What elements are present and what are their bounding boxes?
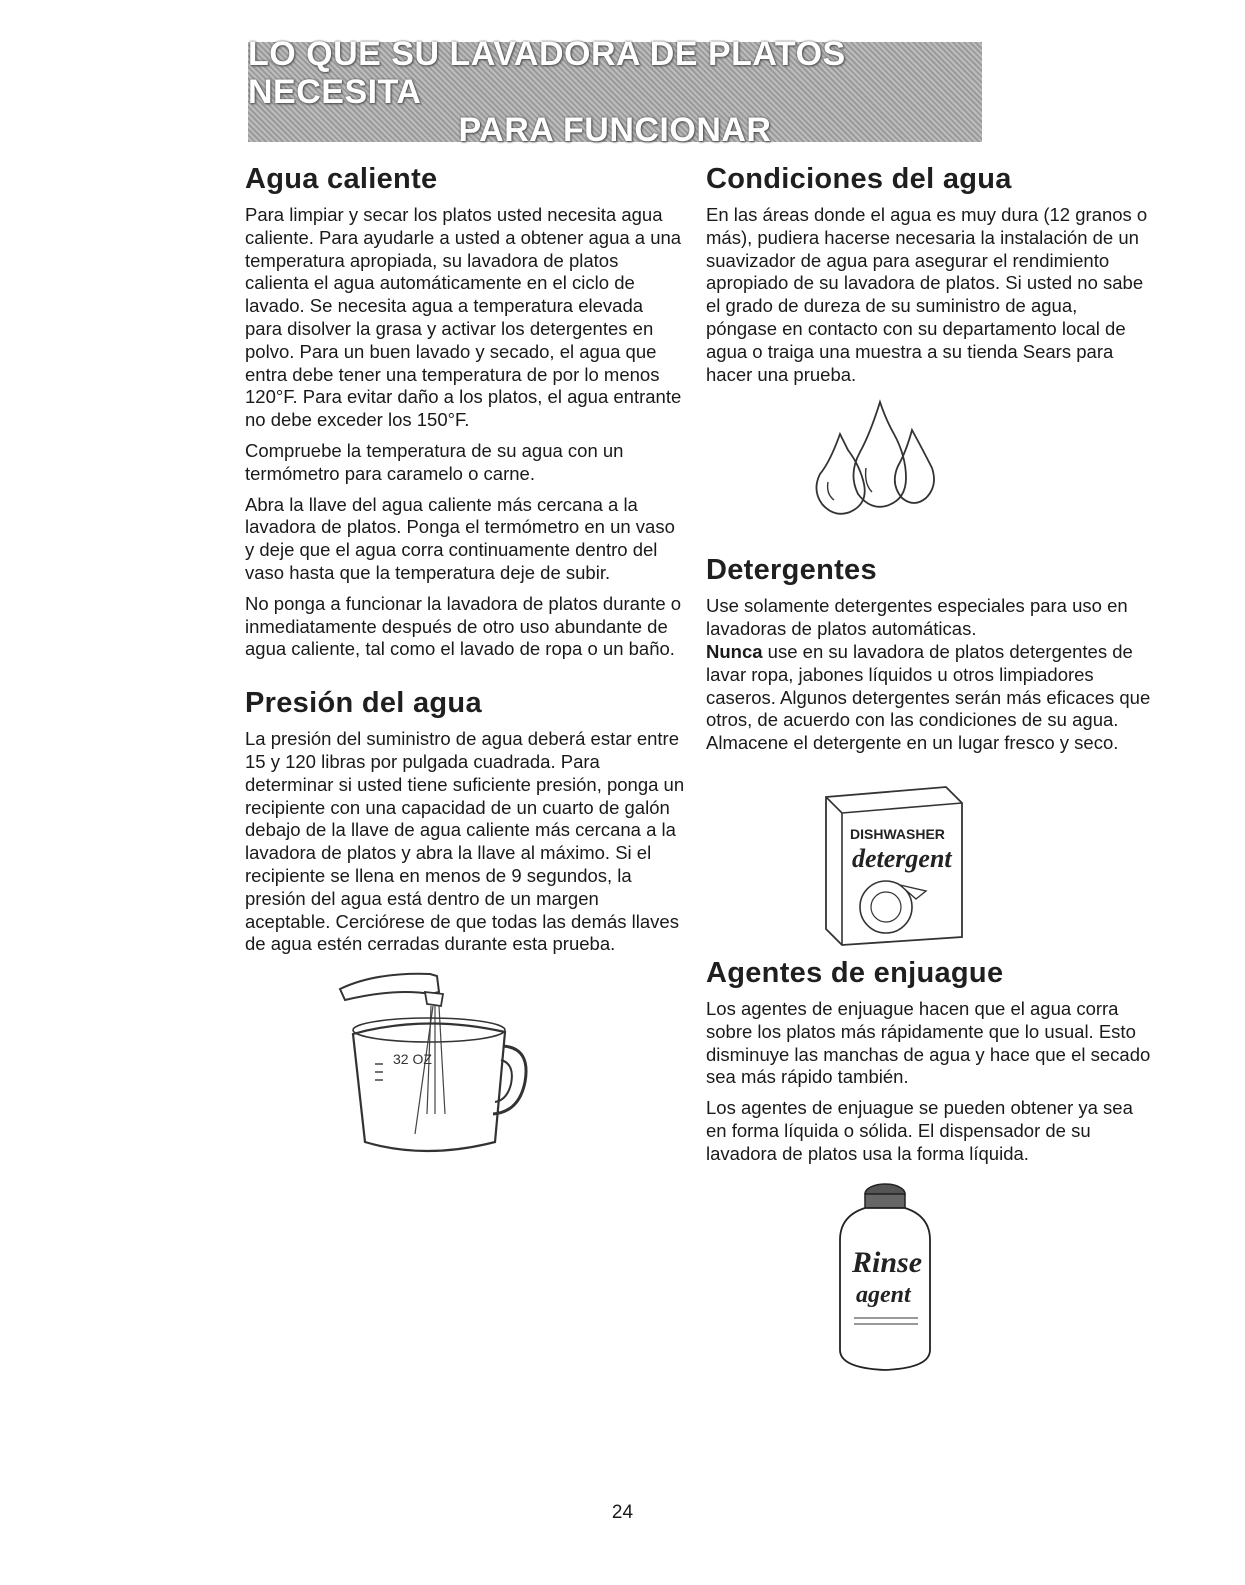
page-number: 24 — [611, 1502, 634, 1523]
detergents-text-part-1: Use solamente detergentes especiales para uso en lavadoras de platos automáticas. — [706, 595, 1128, 640]
detergent-box-product-line: detergent — [852, 843, 952, 873]
hot-water-paragraph-1: Para limpiar y secar los platos usted necesita agua caliente. Para ayudarle a usted a obtener agua a una temperatura apropiada, su lavadora de platos calienta el agua automáticamente en el ciclo de lavado. Se necesita agua a temperatura elevada para disolver la grasa y activar los detergentes en polvo. Para un buen lavado y secado, el agua que entra debe tener una temperatura de por lo menos 120°F. Para evitar daño a los platos, el agua entrante no debe exceder los 150°F. — [245, 204, 682, 431]
banner-title-line-2: PARA FUNCIONAR — [458, 111, 772, 149]
cup-measure-label: 32 OZ — [393, 1051, 432, 1068]
detergent-box-illustration — [816, 767, 966, 947]
rinse-agents-heading: Agentes de enjuague — [706, 956, 1004, 989]
water-conditions-section — [706, 163, 1151, 386]
detergents-text-part-2: use en su lavadora de platos detergentes de lavar ropa, jabones líquidos u otros limpiadores caseros. Algunos detergentes serán más eficaces que otros, de acuerdo con las condiciones de su agua. Almacene el detergente en un lugar fresco y seco. — [706, 640, 1151, 754]
hot-water-section — [245, 163, 685, 661]
water-pressure-heading: Presión del agua — [245, 687, 482, 720]
section-banner — [248, 35, 982, 149]
rinse-agent-bottle-illustration — [830, 1180, 940, 1380]
detergents-section — [706, 554, 1151, 755]
water-pressure-section — [245, 687, 685, 956]
water-conditions-paragraph: En las áreas donde el agua es muy dura (12 granos o más), pudiera hacerse necesaria la instalación de un suavizador de agua para asegurar el rendimiento apropiado de su lavadora de platos. Si usted no sabe el grado de dureza de su suministro de agua, póngase en contacto con su departamento local de agua o traiga una muestra a su tienda Sears para hacer una prueba. — [706, 204, 1148, 385]
rinse-agents-section — [706, 957, 1151, 1166]
rinse-agents-paragraph-1: Los agentes de enjuague hacen que el agua corra sobre los platos más rápidamente que lo usual. Esto disminuye las manchas de agua y hace que el secado sea más rápido también. — [706, 997, 1151, 1088]
detergents-heading: Detergentes — [706, 554, 877, 587]
right-column — [706, 163, 1151, 1380]
water-conditions-heading: Condiciones del agua — [706, 163, 1012, 195]
hot-water-paragraph-4: No ponga a funcionar la lavadora de platos durante o inmediatamente después de otro uso abundante de agua caliente, tal como el lavado de ropa o un baño. — [245, 592, 682, 660]
faucet-measuring-cup-illustration — [335, 964, 575, 1164]
water-pressure-paragraph: La presión del suministro de agua deberá estar entre 15 y 120 libras por pulgada cuadrada. Para determinar si usted tiene suficiente presión, ponga un recipiente con una capacidad de un cuarto de galón debajo de la llave de agua caliente más cercana a la lavadora de platos y abra la llave al máximo. Si el recipiente se llena en menos de 9 segundos, la presión del agua está dentro de un margen aceptable. Cerciórese de que todas las demás llaves de agua estén cerradas durante esta prueba. — [245, 728, 685, 955]
bottle-label-line-1: Rinse — [852, 1245, 923, 1279]
hot-water-paragraph-2: Compruebe la temperatura de su agua con un termómetro para caramelo o carne. — [245, 439, 624, 484]
left-column — [245, 163, 685, 1164]
bottle-label-line-2: agent — [856, 1281, 911, 1308]
banner-title-line-1: LO QUE SU LAVADORA DE PLATOS NECESITA — [248, 35, 846, 111]
hot-water-paragraph-3: Abra la llave del agua caliente más cercana a la lavadora de platos. Ponga el termómetro en un vaso y deje que el agua corra continuamente dentro del vaso hasta que la temperatura deje de subir. — [245, 493, 675, 583]
water-drops-illustration — [810, 394, 950, 544]
hot-water-heading: Agua caliente — [245, 163, 438, 195]
rinse-agents-paragraph-2: Los agentes de enjuague se pueden obtener ya sea en forma líquida o sólida. El dispensador de su lavadora de platos usa la forma líquida. — [706, 1097, 1133, 1164]
detergent-box-brand-line: DISHWASHER — [850, 825, 945, 842]
detergents-paragraph — [706, 595, 1151, 755]
detergents-warning-word: Nunca — [706, 640, 763, 662]
